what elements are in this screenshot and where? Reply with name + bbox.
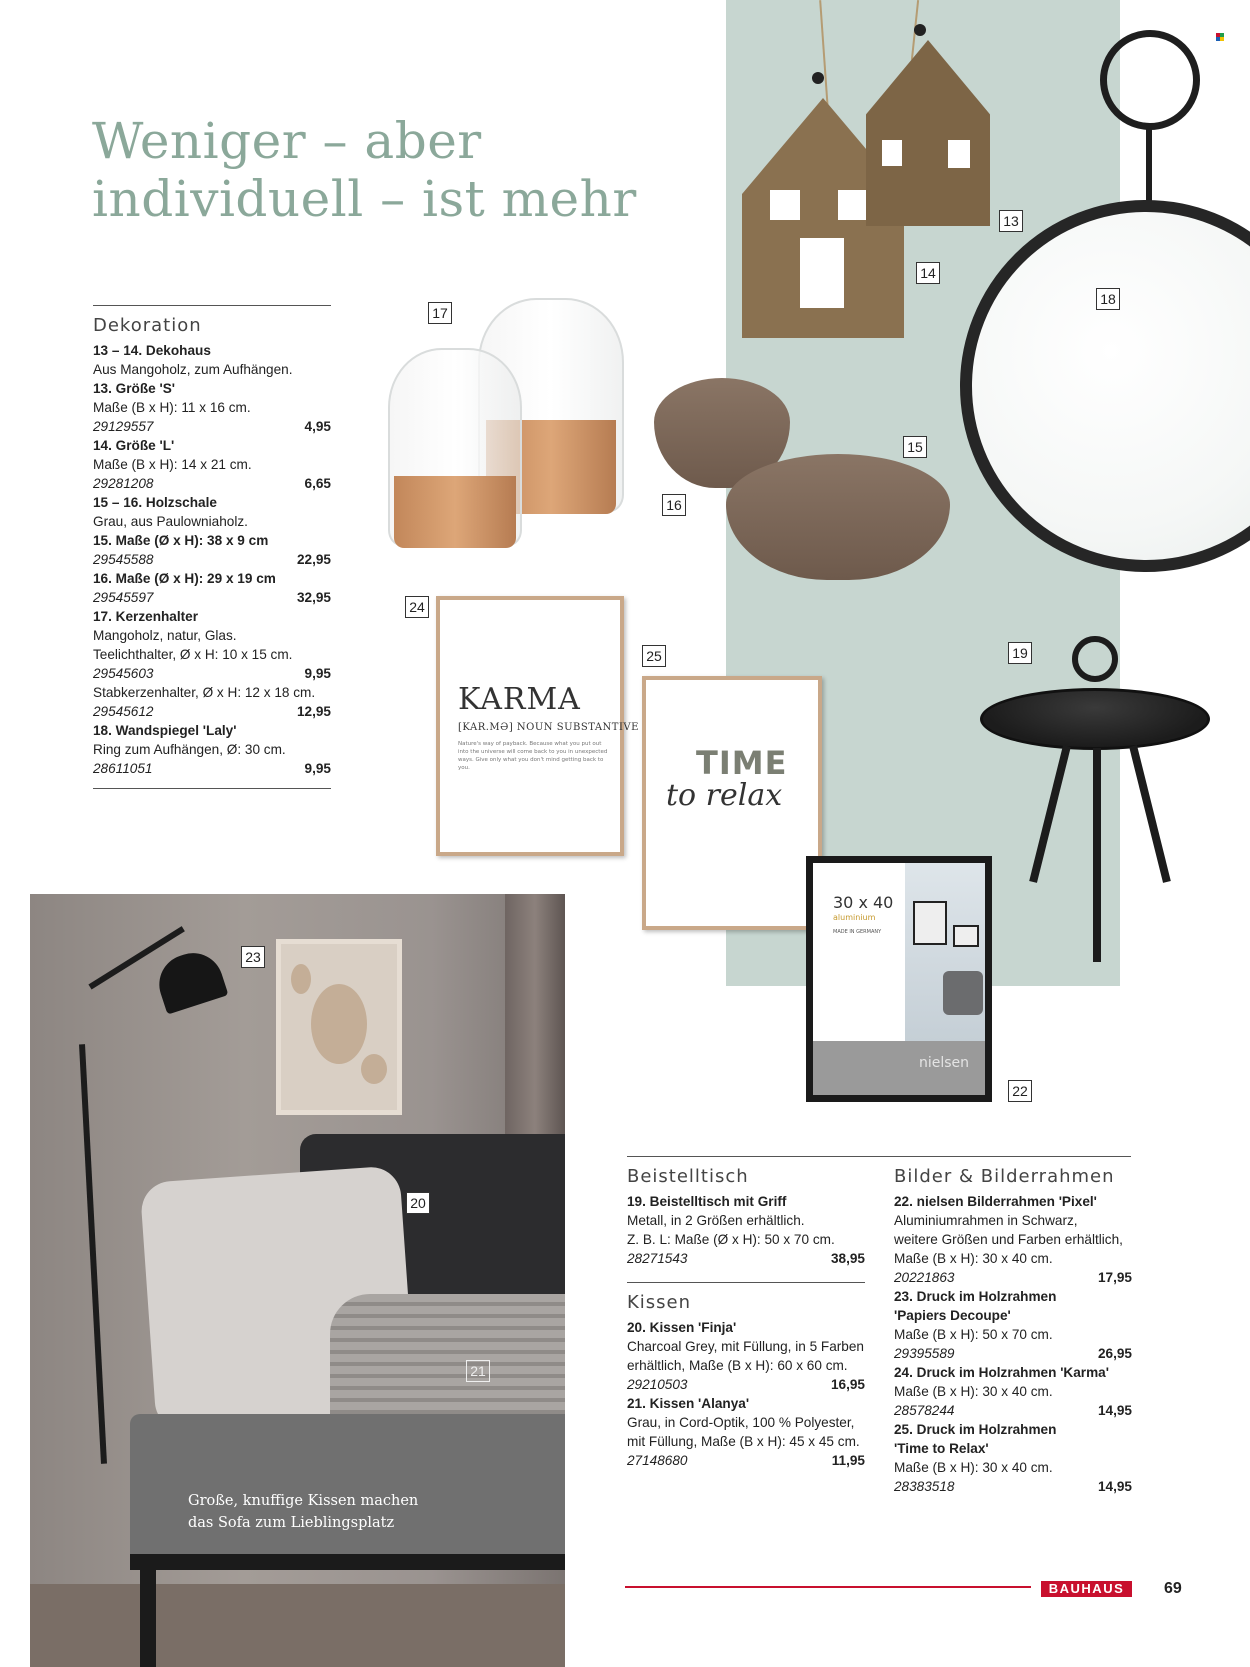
house-door	[800, 238, 844, 308]
poster-shape	[361, 1054, 387, 1084]
kissen-title: Kissen	[627, 1292, 692, 1313]
color-mark-icon	[1216, 33, 1224, 41]
item-17-price-line	[93, 664, 331, 683]
item-20-price: 16,95	[830, 1377, 865, 1392]
item-15-price: 22,95	[296, 552, 331, 567]
item-13-14-desc: Aus Mangoholz, zum Aufhängen.	[93, 362, 293, 377]
item-17-desc-2: Teelichthalter, Ø x H: 10 x 15 cm.	[93, 647, 293, 662]
item-17-title: 17. Kerzenhalter	[93, 609, 199, 624]
house-window	[770, 190, 800, 220]
badge-23: 23	[241, 946, 265, 968]
badge-14: 14	[916, 262, 940, 284]
house-bead-right	[914, 24, 926, 36]
house-bead-left	[812, 72, 824, 84]
dekoration-title: Dekoration	[93, 315, 202, 336]
badge-25: 25	[642, 645, 666, 667]
badge-24: 24	[405, 596, 429, 618]
item-25-price-line	[894, 1477, 1132, 1496]
house-window	[948, 140, 970, 168]
item-24-desc: Maße (B x H): 30 x 40 cm.	[894, 1384, 1053, 1399]
item-14-title: 14. Größe 'L'	[93, 438, 175, 453]
item-21-price-line	[627, 1451, 865, 1470]
item-22-title: 22. nielsen Bilderrahmen 'Pixel'	[894, 1194, 1097, 1209]
item-25-number: 28383518	[894, 1479, 955, 1494]
item-15-16-title: 15 – 16. Holzschale	[93, 495, 217, 510]
badge-16: 16	[662, 494, 686, 516]
item-25-price: 14,95	[1097, 1479, 1132, 1494]
item-15-title: 15. Maße (Ø x H): 38 x 9 cm	[93, 533, 269, 548]
item-22-price-line	[894, 1268, 1132, 1287]
item-23-desc: Maße (B x H): 50 x 70 cm.	[894, 1327, 1053, 1342]
side-table-leg	[1129, 745, 1171, 883]
headline-line-1: Weniger – aber	[92, 112, 482, 170]
item-13-14-title: 13 – 14. Dekohaus	[93, 343, 211, 358]
item-18-desc: Ring zum Aufhängen, Ø: 30 cm.	[93, 742, 286, 757]
floor-lamp-shade	[152, 945, 229, 1014]
section-rule	[93, 305, 331, 306]
photo-caption-line-2: das Sofa zum Lieblingsplatz	[188, 1515, 395, 1531]
headline-line-2: individuell – ist mehr	[92, 170, 637, 228]
item-16-number: 29545597	[93, 590, 154, 605]
candle-holder-small-base	[394, 476, 516, 548]
item-22-price: 17,95	[1097, 1270, 1132, 1285]
item-24-price-line	[894, 1401, 1132, 1420]
item-17b-number: 29545612	[93, 704, 154, 719]
item-21-desc-2: mit Füllung, Maße (B x H): 45 x 45 cm.	[627, 1434, 860, 1449]
beistelltisch-kissen-column	[627, 1156, 865, 1470]
item-17-price: 9,95	[304, 666, 331, 681]
item-23-number: 29395589	[894, 1346, 955, 1361]
karma-print-title: KARMA	[458, 682, 581, 717]
item-23-price: 26,95	[1097, 1346, 1132, 1361]
item-19-desc-2: Z. B. L: Maße (Ø x H): 50 x 70 cm.	[627, 1232, 835, 1247]
poster-shape	[291, 964, 311, 994]
beistelltisch-title: Beistelltisch	[627, 1166, 749, 1187]
mirror-stem	[1146, 128, 1152, 206]
item-22-desc-2: weitere Größen und Farben erhältlich,	[894, 1232, 1123, 1247]
floor	[30, 1584, 565, 1667]
dekoration-column	[93, 305, 331, 789]
house-window	[882, 140, 902, 166]
item-18-number: 28611051	[93, 761, 153, 776]
item-19-desc-1: Metall, in 2 Größen erhältlich.	[627, 1213, 805, 1228]
item-21-title: 21. Kissen 'Alanya'	[627, 1396, 750, 1411]
item-13-title: 13. Größe 'S'	[93, 381, 176, 396]
item-25-title-2: 'Time to Relax'	[894, 1441, 989, 1456]
item-15-16-desc: Grau, aus Paulowniaholz.	[93, 514, 248, 529]
item-13-desc: Maße (B x H): 11 x 16 cm.	[93, 400, 251, 415]
frame-insert-left	[813, 863, 905, 1041]
badge-22: 22	[1008, 1080, 1032, 1102]
item-19-title: 19. Beistelltisch mit Griff	[627, 1194, 787, 1209]
photo-caption-line-1: Große, knuffige Kissen machen	[188, 1493, 419, 1509]
item-24-title: 24. Druck im Holzrahmen 'Karma'	[894, 1365, 1109, 1380]
frame-insert-chair	[943, 971, 983, 1015]
item-22-desc-1: Aluminiumrahmen in Schwarz,	[894, 1213, 1078, 1228]
mirror-hanging-ring	[1100, 30, 1200, 130]
item-14-desc: Maße (B x H): 14 x 21 cm.	[93, 457, 252, 472]
sofa-leg	[140, 1554, 156, 1667]
section-rule	[627, 1282, 865, 1283]
side-table-tray	[980, 688, 1210, 750]
frame-insert-mini-picture	[953, 925, 979, 947]
item-20-number: 29210503	[627, 1377, 688, 1392]
karma-print-subtitle: [KAR.MƏ] NOUN SUBSTANTIVE	[458, 722, 639, 733]
item-23-title-1: 23. Druck im Holzrahmen	[894, 1289, 1057, 1304]
footer-red-line	[625, 1586, 1031, 1588]
item-19-price-line	[627, 1249, 865, 1268]
item-15-price-line	[93, 550, 331, 569]
bauhaus-logo: BAUHAUS	[1041, 1581, 1132, 1597]
nielsen-pixel-frame	[806, 856, 992, 1102]
item-21-number: 27148680	[627, 1453, 688, 1468]
item-20-price-line	[627, 1375, 865, 1394]
time-print-title: TIME	[696, 744, 788, 782]
item-17b-price: 12,95	[296, 704, 331, 719]
badge-19: 19	[1008, 642, 1032, 664]
item-18-title: 18. Wandspiegel 'Laly'	[93, 723, 237, 738]
badge-15: 15	[903, 436, 927, 458]
page-number: 69	[1164, 1580, 1182, 1597]
item-25-desc: Maße (B x H): 30 x 40 cm.	[894, 1460, 1053, 1475]
item-13-number: 29129557	[93, 419, 154, 434]
item-24-price: 14,95	[1097, 1403, 1132, 1418]
item-21-desc-1: Grau, in Cord-Optik, 100 % Polyester,	[627, 1415, 855, 1430]
item-24-number: 28578244	[894, 1403, 955, 1418]
item-20-desc-1: Charcoal Grey, mit Füllung, in 5 Farben	[627, 1339, 864, 1354]
living-room-photo	[30, 894, 565, 1667]
item-14-price-line	[93, 474, 331, 493]
badge-18: 18	[1096, 288, 1120, 310]
house-window	[838, 190, 868, 220]
floor-lamp-pole	[79, 1044, 107, 1464]
item-17-desc-1: Mangoholz, natur, Glas.	[93, 628, 237, 643]
item-17b-price-line	[93, 702, 331, 721]
item-23-price-line	[894, 1344, 1132, 1363]
section-rule	[93, 788, 331, 789]
bilder-column	[894, 1156, 1132, 1496]
item-16-price-line	[93, 588, 331, 607]
item-25-title-1: 25. Druck im Holzrahmen	[894, 1422, 1057, 1437]
item-23-title-2: 'Papiers Decoupe'	[894, 1308, 1011, 1323]
item-21-price: 11,95	[831, 1453, 865, 1468]
side-table-leg	[1093, 748, 1101, 962]
photo-caption	[188, 1490, 488, 1534]
item-15-number: 29545588	[93, 552, 154, 567]
item-17b-desc: Stabkerzenhalter, Ø x H: 12 x 18 cm.	[93, 685, 316, 700]
badge-21: 21	[466, 1360, 490, 1382]
poster-shape	[311, 984, 367, 1064]
item-16-price: 32,95	[296, 590, 331, 605]
item-20-title: 20. Kissen 'Finja'	[627, 1320, 737, 1335]
badge-17: 17	[428, 302, 452, 324]
item-19-number: 28271543	[627, 1251, 688, 1266]
item-19-price: 38,95	[830, 1251, 865, 1266]
frame-insert-bottom	[813, 1041, 992, 1102]
item-16-title: 16. Maße (Ø x H): 29 x 19 cm	[93, 571, 276, 586]
item-14-number: 29281208	[93, 476, 154, 491]
time-print-subtitle: to relax	[666, 778, 783, 813]
badge-13: 13	[999, 210, 1023, 232]
item-20-desc-2: erhältlich, Maße (B x H): 60 x 60 cm.	[627, 1358, 848, 1373]
frame-insert-material: aluminium	[833, 913, 876, 922]
papiers-decoupe-poster	[276, 939, 402, 1115]
page-headline	[92, 112, 712, 228]
sofa-frame	[130, 1554, 565, 1570]
item-22-number: 20221863	[894, 1270, 955, 1285]
bilder-title: Bilder & Bilderrahmen	[894, 1166, 1115, 1187]
item-22-desc-3: Maße (B x H): 30 x 40 cm.	[894, 1251, 1053, 1266]
item-17-number: 29545603	[93, 666, 154, 681]
badge-20: 20	[406, 1192, 430, 1214]
item-18-price: 9,95	[304, 761, 331, 776]
karma-print-text: Nature's way of payback. Because what you put out into the universe will come back to you in unexpected ways. Give only what you don't mind getting back to you.	[458, 741, 608, 771]
side-table-handle	[1072, 636, 1118, 682]
item-13-price-line	[93, 417, 331, 436]
item-18-price-line	[93, 759, 331, 778]
frame-insert-brand: nielsen	[919, 1055, 970, 1071]
frame-insert-made-in: MADE IN GERMANY	[833, 929, 882, 935]
frame-insert-mini-picture	[913, 901, 947, 945]
item-14-price: 6,65	[304, 476, 331, 491]
frame-insert-size: 30 x 40	[833, 893, 894, 912]
item-13-price: 4,95	[304, 419, 331, 434]
